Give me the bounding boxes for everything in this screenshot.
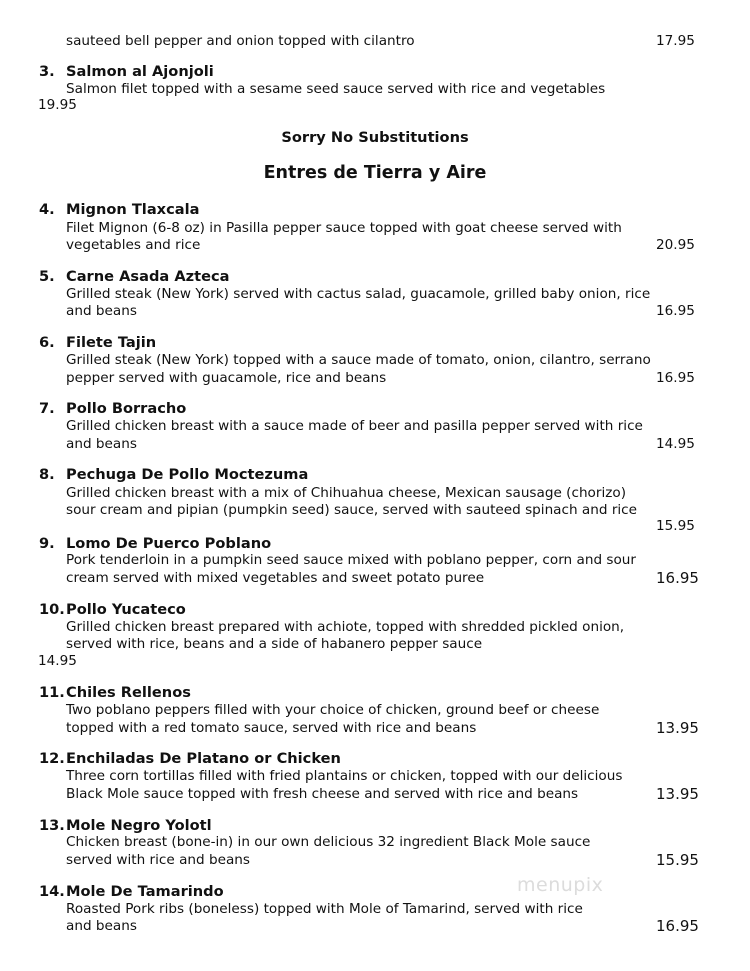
dish-description: served with rice and beans: [66, 852, 250, 868]
dish-name: Carne Asada Azteca: [66, 268, 230, 285]
item-number: 7.: [39, 400, 55, 417]
item-number: 8.: [39, 466, 55, 483]
dish-description: and beans: [66, 436, 137, 452]
dish-description: Grilled steak (New York) topped with a sauce made of tomato, onion, cilantro, serrano: [66, 352, 651, 368]
dish-description: Chicken breast (bone-in) in our own delicious 32 ingredient Black Mole sauce: [66, 834, 591, 850]
dish-description: Black Mole sauce topped with fresh cheese and served with rice and beans: [66, 786, 579, 802]
item-2-price: 17.95: [656, 33, 695, 49]
dish-description: Grilled chicken breast with a mix of Chihuahua cheese, Mexican sausage (chorizo): [66, 485, 626, 501]
item-number: 5.: [39, 268, 55, 285]
item-number: 12.: [39, 750, 65, 767]
dish-description: Grilled chicken breast with a sauce made of beer and pasilla pepper served with rice: [66, 418, 643, 434]
dish-description: Grilled chicken breast prepared with achiote, topped with shredded pickled onion,: [66, 619, 625, 635]
dish-price: 16.95: [656, 917, 699, 935]
item-2-description-line-2: sauteed bell pepper and onion topped with cilantro: [66, 33, 415, 49]
dish-description: served with rice, beans and a side of habanero pepper sauce: [66, 636, 483, 652]
item-number: 3.: [39, 63, 55, 80]
dish-description: sour cream and pipian (pumpkin seed) sauce, served with sauteed spinach and rice: [66, 502, 638, 518]
dish-description: Three corn tortillas filled with fried plantains or chicken, topped with our delicious: [66, 768, 623, 784]
dish-description: cream served with mixed vegetables and sweet potato puree: [66, 570, 485, 586]
dish-price: 20.95: [656, 237, 695, 253]
dish-name: Pechuga De Pollo Moctezuma: [66, 466, 309, 483]
dish-name: Pollo Borracho: [66, 400, 187, 417]
item-number: 10.: [39, 601, 65, 618]
dish-name: Pollo Yucateco: [66, 601, 186, 618]
dish-description: Grilled steak (New York) served with cactus salad, guacamole, grilled baby onion, rice: [66, 286, 651, 302]
dish-price: 16.95: [656, 303, 695, 319]
dish-name: Mole Negro Yolotl: [66, 817, 212, 834]
dish-price: 14.95: [38, 653, 77, 669]
dish-name: Mole De Tamarindo: [66, 883, 224, 900]
dish-description: topped with a red tomato sauce, served with rice and beans: [66, 720, 477, 736]
dish-description: Roasted Pork ribs (boneless) topped with Mole of Tamarind, served with rice: [66, 901, 583, 917]
dish-price: 14.95: [656, 436, 695, 452]
dish-price: 15.95: [656, 851, 699, 869]
item-number: 14.: [39, 883, 65, 900]
dish-description: Pork tenderloin in a pumpkin seed sauce mixed with poblano pepper, corn and sour: [66, 552, 636, 568]
dish-description: pepper served with guacamole, rice and beans: [66, 370, 387, 386]
item-number: 13.: [39, 817, 65, 834]
dish-name: Chiles Rellenos: [66, 684, 191, 701]
dish-price: 16.95: [656, 370, 695, 386]
dish-name: Lomo De Puerco Poblano: [66, 535, 272, 552]
item-number: 4.: [39, 201, 55, 218]
item-number: 9.: [39, 535, 55, 552]
dish-description: Two poblano peppers filled with your choice of chicken, ground beef or cheese: [66, 702, 600, 718]
dish-name: Filete Tajin: [66, 334, 157, 351]
dish-description: Filet Mignon (6-8 oz) in Pasilla pepper sauce topped with goat cheese served with: [66, 220, 622, 236]
dish-description: vegetables and rice: [66, 237, 201, 253]
menupix-watermark: menupix: [517, 874, 604, 896]
dish-price: 13.95: [656, 785, 699, 803]
dish-description: Salmon filet topped with a sesame seed sauce served with rice and vegetables: [66, 81, 606, 97]
dish-price: 15.95: [656, 518, 695, 534]
dish-price: 19.95: [38, 97, 77, 113]
dish-name: Enchiladas De Platano or Chicken: [66, 750, 341, 767]
dish-description: and beans: [66, 303, 137, 319]
item-number: 11.: [39, 684, 65, 701]
dish-name: Salmon al Ajonjoli: [66, 63, 214, 80]
dish-description: and beans: [66, 918, 137, 934]
dish-price: 13.95: [656, 719, 699, 737]
dish-price: 16.95: [656, 569, 699, 587]
item-number: 6.: [39, 334, 55, 351]
no-substitutions-notice: Sorry No Substitutions: [281, 129, 469, 146]
section-heading: Entres de Tierra y Aire: [263, 163, 487, 183]
dish-name: Mignon Tlaxcala: [66, 201, 200, 218]
